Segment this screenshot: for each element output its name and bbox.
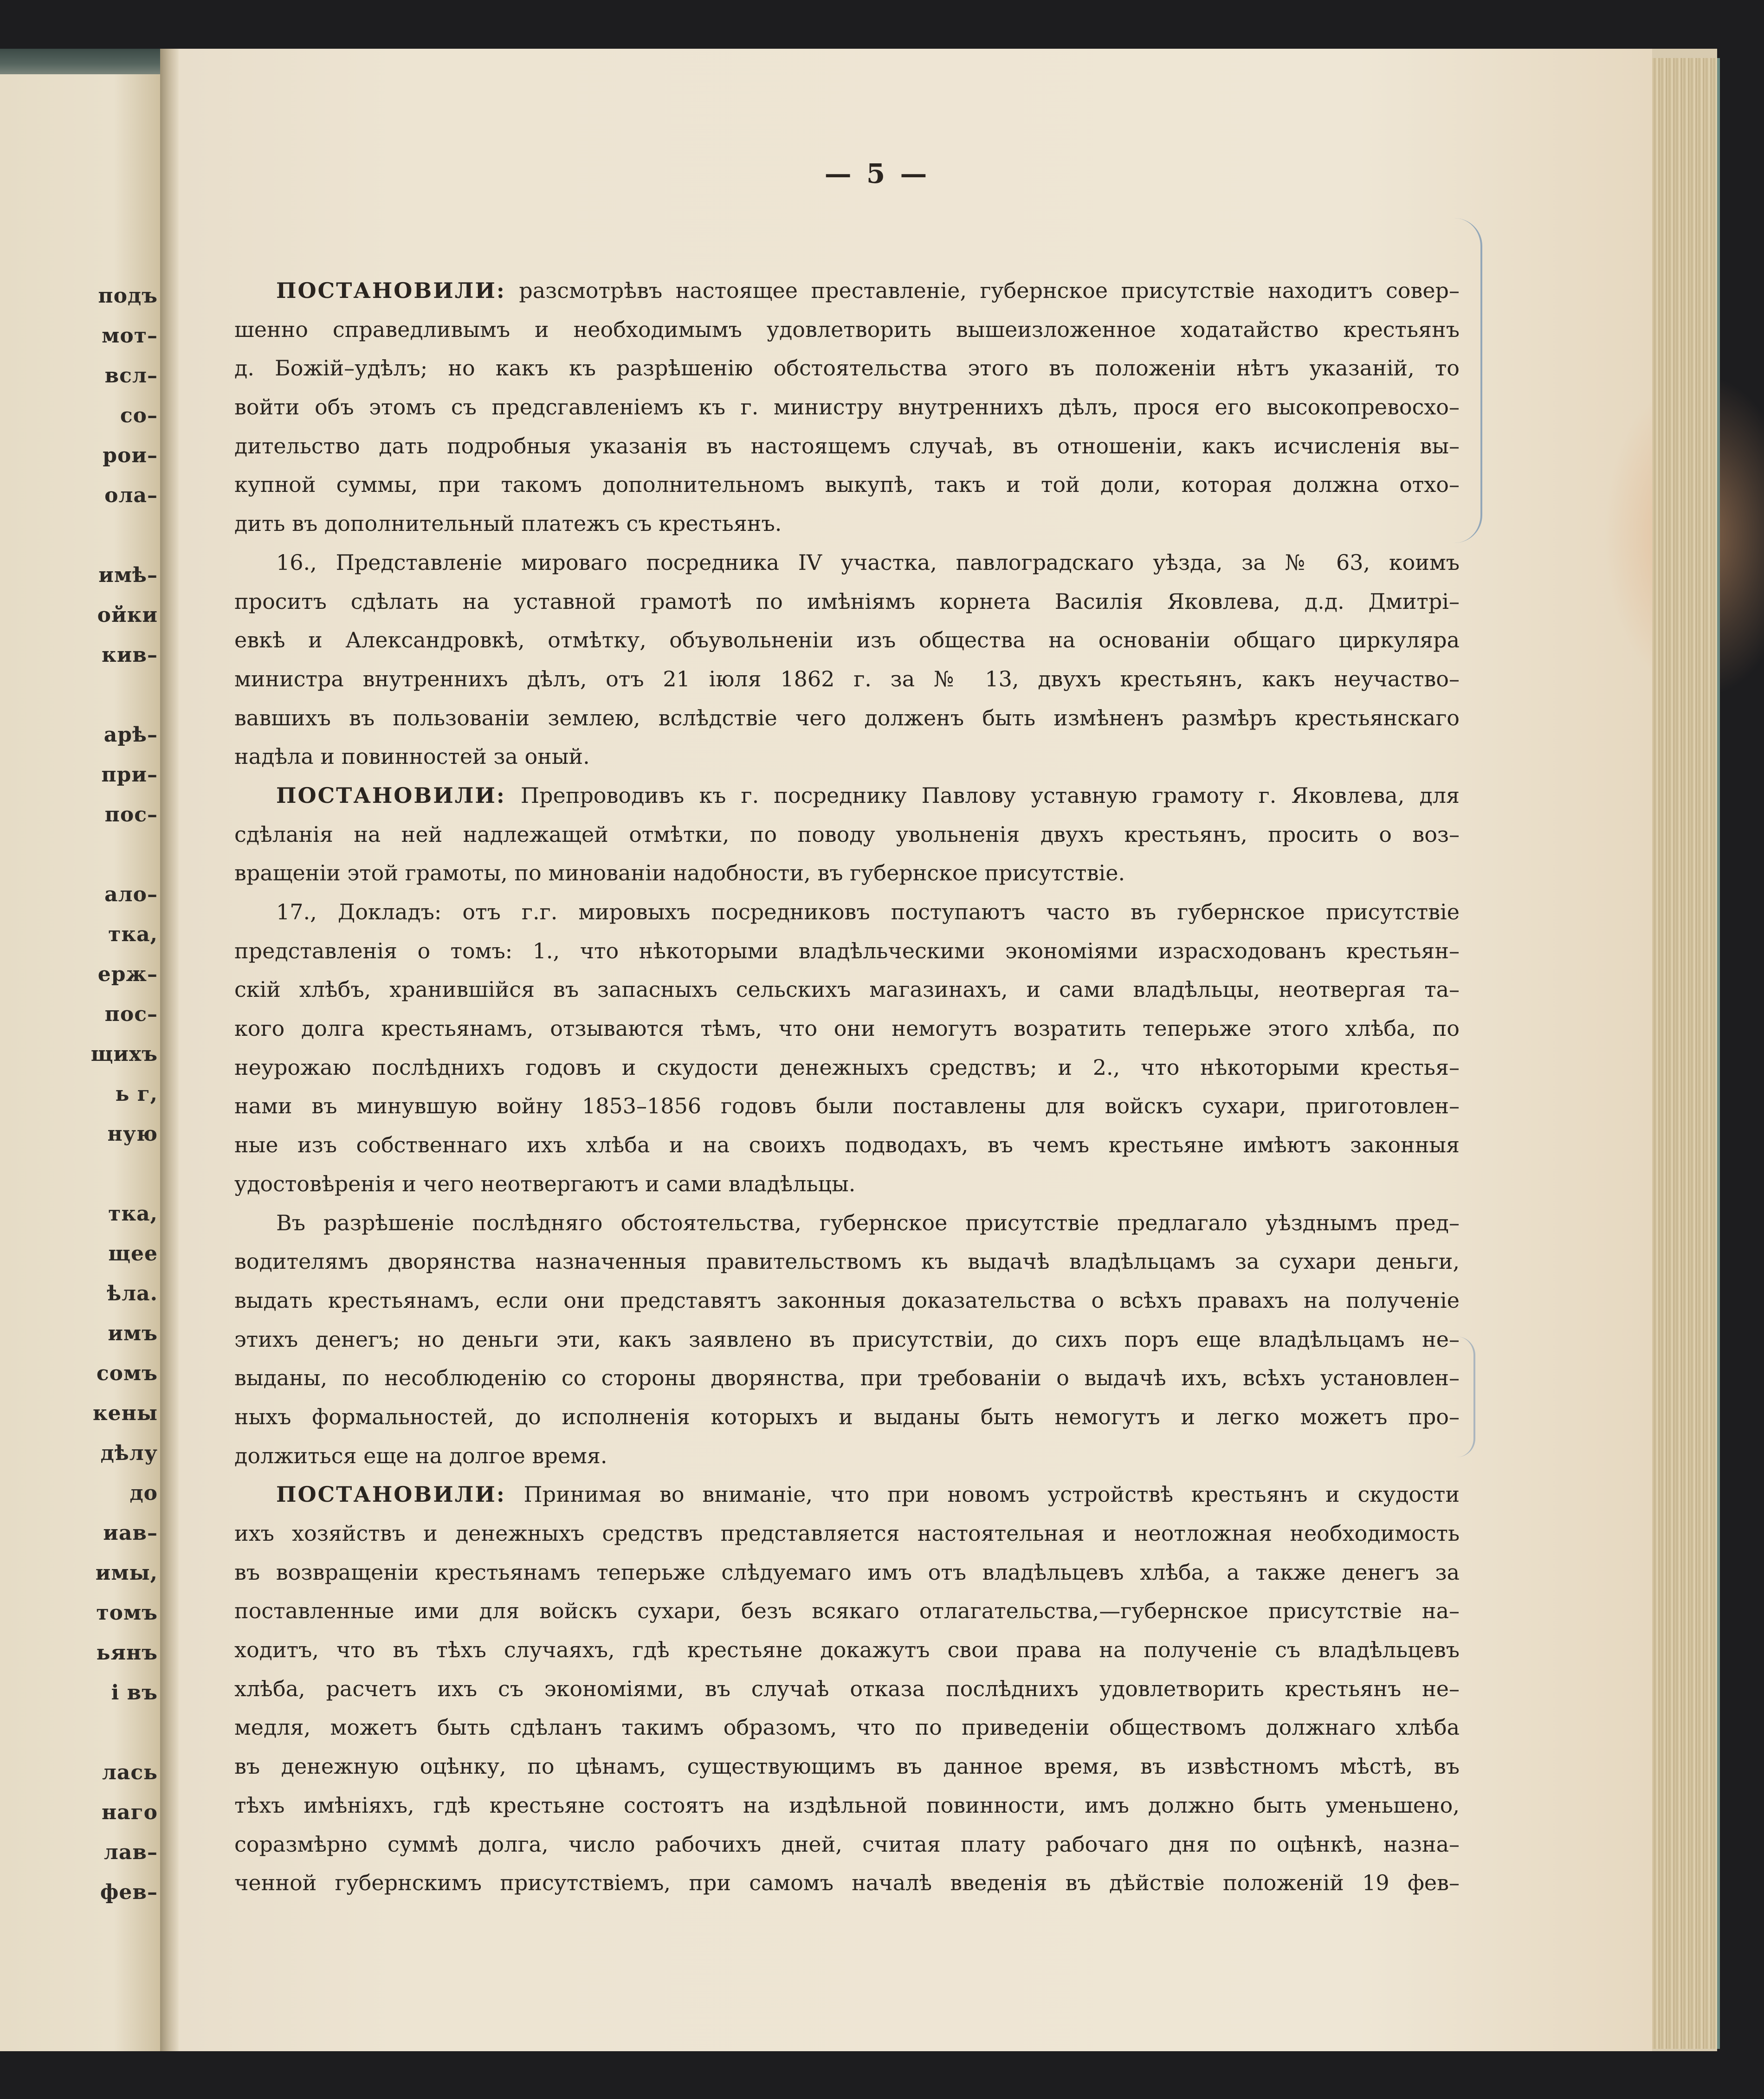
- line-text: ныхъ формальностей, до исполненія которыхъ и выданы быть немогутъ и легко можетъ про–: [234, 1404, 1460, 1429]
- left-page-fragment: ьянъ: [96, 1641, 158, 1665]
- text-line: [234, 1553, 1460, 1592]
- line-text: медля, можетъ быть сдѣланъ такимъ образомъ, что по приведеніи обществомъ должнаго хлѣба: [234, 1715, 1460, 1740]
- left-page: [0, 49, 162, 2051]
- left-page-fragment: арѣ–: [103, 723, 158, 747]
- line-text: ченной губернскимъ присутствіемъ, при самомъ началѣ введенія въ дѣйствіе положеній 19 фев–: [234, 1870, 1460, 1896]
- text-line: [234, 1281, 1460, 1320]
- text-line: [234, 1514, 1460, 1553]
- book-gutter: [160, 49, 179, 2051]
- text-line: [234, 1009, 1460, 1048]
- left-page-fragment: пос–: [104, 803, 158, 827]
- line-text: вавшихъ въ пользованіи землею, вслѣдствіе чего долженъ быть измѣненъ размѣръ крестьянскаго: [234, 705, 1460, 730]
- text-line: [234, 1670, 1460, 1709]
- left-page-fragment: мот–: [102, 324, 158, 348]
- text-line: [234, 1359, 1460, 1398]
- left-page-fragment: ола–: [104, 484, 158, 507]
- line-text: надѣла и повинностей за оный.: [234, 744, 590, 769]
- left-page-fragment: имы,: [95, 1561, 158, 1585]
- line-text: Въ разрѣшеніе послѣдняго обстоятельства, губернское присутствіе предлагало уѣзднымъ пред–: [276, 1210, 1460, 1235]
- text-line: [234, 582, 1460, 621]
- text-line: [234, 932, 1460, 971]
- line-text: разсмотрѣвъ настоящее преставленіе, губернское присутствіе находитъ совер–: [505, 278, 1460, 303]
- text-line: [234, 893, 1460, 932]
- left-page-fragment: до: [129, 1481, 158, 1505]
- line-text: выдать крестьянамъ, если они представятъ законныя доказательства о всѣхъ правахъ на полученіе: [234, 1287, 1460, 1313]
- line-text: ные изъ собственнаго ихъ хлѣба и на своихъ подводахъ, въ чемъ крестьяне имѣютъ законныя: [234, 1132, 1460, 1158]
- left-page-fragment: щее: [108, 1242, 158, 1266]
- left-page-fragment: пос–: [104, 1002, 158, 1026]
- line-text: неурожаю послѣднихъ годовъ и скудости денежныхъ средствъ; и 2., что нѣкоторыми крестья–: [234, 1054, 1460, 1080]
- left-page-fragment: [5, 516, 158, 555]
- line-text: должиться еще на долгое время.: [234, 1443, 607, 1468]
- line-text: купной суммы, при такомъ дополнительномъ выкупѣ, такъ и той доли, которая должна отхо–: [234, 472, 1460, 497]
- line-text: соразмѣрно суммѣ долга, число рабочихъ дней, считая плату рабочаго дня по оцѣнкѣ, назна–: [234, 1831, 1460, 1857]
- left-page-fragment: кены: [92, 1401, 158, 1425]
- line-text: выданы, по несоблюденію со стороны дворянства, при требованіи о выдачѣ ихъ, всѣхъ установлен–: [234, 1365, 1460, 1391]
- line-text: ихъ хозяйствъ и денежныхъ средствъ представляется настоятельная и неотложная необходимость: [234, 1521, 1460, 1546]
- text-line: [234, 1048, 1460, 1087]
- line-text: проситъ сдѣлать на уставной грамотѣ по имѣніямъ корнета Василія Яковлева, д.д. Дмитрі–: [234, 588, 1460, 614]
- text-line: [234, 1592, 1460, 1631]
- line-text: въ возвращеніи крестьянамъ теперьже слѣдуемаго имъ отъ владѣльцевъ хлѣба, а также денегъ за: [234, 1559, 1460, 1585]
- line-text: удостовѣренія и чего неотвергаютъ и сами владѣльцы.: [234, 1171, 856, 1196]
- left-page-fragment: тка,: [108, 1202, 158, 1226]
- line-text: министра внутреннихъ дѣлъ, отъ 21 іюля 1862 г. за № 13, двухъ крестьянъ, какъ неучаство–: [234, 666, 1460, 691]
- left-page-fragment: при–: [101, 763, 158, 787]
- left-page-fragment: рои–: [103, 444, 158, 467]
- resolution-heading: ПОСТАНОВИЛИ:: [276, 1482, 506, 1507]
- line-text: д. Божій–удѣлъ; но какъ къ разрѣшенію обстоятельства этого въ положеніи нѣтъ указаній, то: [234, 355, 1460, 381]
- left-page-fragment: кив–: [102, 643, 158, 667]
- line-text: дительство дать подробныя указанія въ настоящемъ случаѣ, въ отношеніи, какъ исчисленія вы–: [234, 433, 1460, 459]
- left-page-fragment: ь г,: [115, 1082, 158, 1106]
- line-text: Принимая во вниманіе, что при новомъ устройствѣ крестьянъ и скудости: [505, 1482, 1460, 1507]
- text-line: [234, 543, 1460, 582]
- left-page-fragment: дѣлу: [100, 1441, 158, 1465]
- text-line: [234, 737, 1460, 776]
- text-line: [234, 1087, 1460, 1126]
- text-line: [234, 1165, 1460, 1204]
- left-page-fragment: имѣ–: [98, 563, 158, 587]
- line-text: хлѣба, расчетъ ихъ съ экономіями, въ случаѣ отказа послѣднихъ удовлетворить крестьянъ не–: [234, 1676, 1460, 1701]
- text-line: [234, 1747, 1460, 1786]
- text-line: [234, 1708, 1460, 1747]
- text-line: [234, 970, 1460, 1009]
- left-page-fragment: всл–: [104, 364, 158, 388]
- text-line: [234, 699, 1460, 738]
- line-text: ходитъ, что въ тѣхъ случаяхъ, гдѣ крестьяне докажутъ свои права на полученіе съ владѣльцевъ: [234, 1637, 1460, 1663]
- text-line: [234, 1631, 1460, 1670]
- line-text: этихъ денегъ; но деньги эти, какъ заявлено въ присутствіи, до сихъ поръ еще владѣльцамъ не–: [234, 1326, 1460, 1352]
- left-page-fragment: фев–: [100, 1880, 158, 1904]
- text-line: [234, 1475, 1460, 1514]
- line-text: скій хлѣбъ, хранившійся въ запасныхъ сельскихъ магазинахъ, и сами владѣльцы, неотвергая та–: [234, 977, 1460, 1002]
- text-line: [234, 1864, 1460, 1903]
- left-page-fragment: ѣла.: [107, 1282, 158, 1305]
- line-text: 17., Докладъ: отъ г.г. мировыхъ посредниковъ поступаютъ часто въ губернское присутствіе: [276, 899, 1460, 924]
- line-text: вращеніи этой грамоты, по минованіи надобности, въ губернское присутствіе.: [234, 860, 1125, 886]
- line-text: дить въ дополнительный платежъ съ крестьянъ.: [234, 511, 782, 536]
- text-line: [234, 815, 1460, 854]
- left-page-fragment: [5, 675, 158, 715]
- left-page-fragment: сомъ: [96, 1362, 158, 1385]
- page-body-text: [234, 271, 1460, 1903]
- left-page-fragment: нагo: [101, 1801, 158, 1824]
- text-line: [234, 660, 1460, 699]
- line-text: шенно справедливымъ и необходимымъ удовлетворить вышеизложенное ходатайство крестьянъ: [234, 316, 1460, 342]
- line-text: тѣхъ имѣніяхъ, гдѣ крестьяне состоятъ на издѣльной повинности, имъ должно быть уменьшено,: [234, 1792, 1460, 1818]
- resolution-heading: ПОСТАНОВИЛИ:: [276, 278, 506, 303]
- line-text: сдѣланія на ней надлежащей отмѣтки, по поводу увольненія двухъ крестьянъ, просить о воз–: [234, 821, 1460, 847]
- resolution-heading: ПОСТАНОВИЛИ:: [276, 782, 506, 808]
- left-page-fragment: со–: [120, 404, 158, 427]
- line-text: 16., Представленіе мироваго посредника IV участка, павлоградскаго уѣзда, за № 63, коимъ: [276, 549, 1460, 575]
- left-page-fragment: [5, 835, 158, 875]
- text-line: [234, 427, 1460, 466]
- text-line: [234, 310, 1460, 349]
- text-line: [234, 271, 1460, 310]
- line-text: кого долга крестьянамъ, отзываются тѣмъ, что они немогутъ возратить теперьже этого хлѣба, по: [234, 1016, 1460, 1041]
- text-line: [234, 1242, 1460, 1281]
- left-page-fragment: [5, 1713, 158, 1753]
- left-page-fragment: имъ: [108, 1322, 158, 1345]
- text-line: [234, 465, 1460, 504]
- text-line: [234, 1398, 1460, 1437]
- line-text: евкѣ и Александровкѣ, отмѣтку, объувольненіи изъ общества на основаніи общаго циркуляра: [234, 627, 1460, 653]
- text-line: [234, 349, 1460, 388]
- text-line: [234, 1437, 1460, 1476]
- left-page-fragment: і въ: [111, 1681, 158, 1705]
- left-page-fragment: томъ: [96, 1601, 158, 1625]
- left-page-fragment: иав–: [103, 1521, 158, 1545]
- left-page-fragment: ало–: [104, 883, 158, 906]
- line-text: Препроводивъ къ г. посреднику Павлову уставную грамоту г. Яковлева, для: [505, 782, 1460, 808]
- book-cover-edge: [0, 49, 162, 74]
- text-line: [234, 1204, 1460, 1243]
- left-page-fragment: ойки: [97, 603, 158, 627]
- text-line: [234, 1786, 1460, 1825]
- text-line: [234, 1825, 1460, 1864]
- left-page-fragment: ную: [107, 1122, 158, 1146]
- left-page-fragment: [5, 1154, 158, 1194]
- text-line: [234, 854, 1460, 893]
- line-text: нами въ минувшую войну 1853–1856 годовъ были поставлены для войскъ сухари, приготовлен–: [234, 1093, 1460, 1119]
- left-page-fragment: щихъ: [90, 1042, 158, 1066]
- left-page-fragment: подъ: [98, 284, 158, 308]
- text-line: [234, 504, 1460, 543]
- text-line: [234, 1126, 1460, 1165]
- line-text: водителямъ дворянства назначенныя правительствомъ къ выдачѣ владѣльцамъ за сухари деньги,: [234, 1249, 1460, 1274]
- left-page-text-fragments: [5, 276, 158, 1912]
- text-line: [234, 1320, 1460, 1359]
- text-line: [234, 388, 1460, 427]
- text-line: [234, 621, 1460, 660]
- page-edges: [1652, 58, 1720, 2049]
- line-text: въ денежную оцѣнку, по цѣнамъ, существующимъ въ данное время, въ извѣстномъ мѣстѣ, въ: [234, 1754, 1460, 1779]
- left-page-fragment: лась: [102, 1761, 158, 1784]
- line-text: поставленные ими для войскъ сухари, безъ всякаго отлагательства,—губернское присутствіе на–: [234, 1598, 1460, 1624]
- text-line: [234, 776, 1460, 815]
- line-text: представленія о томъ: 1., что нѣкоторыми владѣльческими экономіями израсходованъ крестьян–: [234, 938, 1460, 963]
- left-page-fragment: лав–: [103, 1841, 158, 1864]
- left-page-fragment: тка,: [108, 923, 158, 946]
- line-text: войти объ этомъ съ предсгавленіемъ къ г. министру внутреннихъ дѣлъ, прося его высокопревосхо–: [234, 394, 1460, 420]
- left-page-fragment: ерж–: [97, 962, 158, 986]
- page-number: — 5 —: [824, 158, 930, 189]
